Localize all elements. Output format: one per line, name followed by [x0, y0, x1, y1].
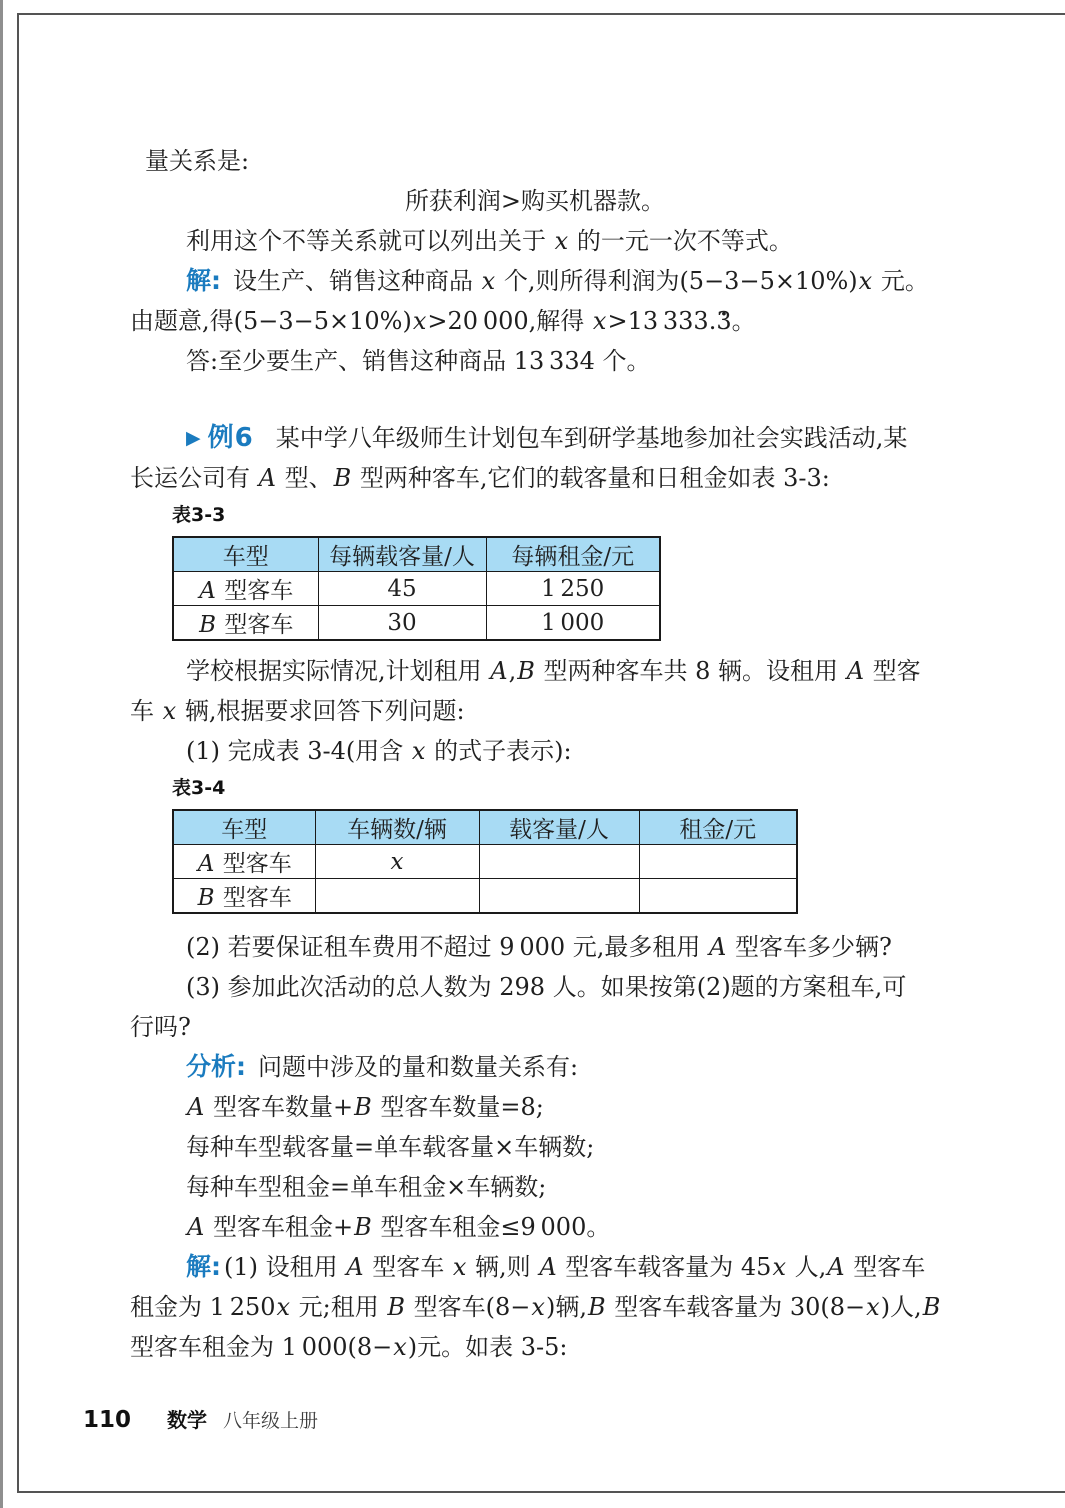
table-cell: B 型客车 [173, 879, 315, 914]
table-cell: A 型客车 [173, 572, 318, 606]
profit-relation-line: 所获利润>购买机器款。 [404, 187, 666, 215]
answer-line: 答:至少要生产、销售这种商品 13 334 个。 [186, 347, 651, 375]
table-cell: A 型客车 [173, 845, 315, 879]
column-header: 每辆租金/元 [486, 537, 660, 572]
analysis-item1: A 型客车数量+B 型客车数量=8; [187, 1093, 544, 1121]
page-left-scan-edge [0, 0, 3, 1508]
example6-label: 例6 [207, 423, 254, 453]
page-content [130, 141, 940, 1367]
table-3-3-label: 表3-3 [172, 504, 226, 526]
inequality-setup-line: 利用这个不等关系就可以列出关于 x 的一元一次不等式。 [186, 227, 793, 255]
analysis-item2: 每种车型载客量=单车载客量×车辆数; [186, 1133, 595, 1161]
solution2-label: 解: [186, 1252, 221, 1281]
question3-line2: 行吗? [130, 1013, 191, 1041]
question1-line: (1) 完成表 3-4(用含 x 的式子表示): [186, 737, 572, 765]
analysis-line [130, 1047, 940, 1087]
question3-line1: (3) 参加此次活动的总人数为 298 人。如果按第(2)题的方案租车,可 [186, 973, 907, 1001]
example6-intro-line1 [130, 418, 940, 458]
column-header: 车辆数/辆 [315, 810, 479, 845]
table-3-3-header-row [173, 537, 660, 572]
plan-line2: 车 x 辆,根据要求回答下列问题: [130, 697, 465, 725]
table-cell: 1 250 [486, 572, 660, 606]
table-3-4-header-row [173, 810, 797, 845]
intro-lead-line: 量关系是: [145, 147, 250, 175]
analysis-label: 分析: [186, 1052, 246, 1081]
column-header: 载客量/人 [479, 810, 639, 845]
solution-label: 解: [186, 266, 221, 295]
question2-line: (2) 若要保证租车费用不超过 9 000 元,最多租用 A 型客车多少辆? [186, 933, 892, 961]
table-3-4 [172, 809, 798, 914]
analysis-item4: A 型客车租金+B 型客车租金≤9 000。 [187, 1213, 611, 1241]
table-row [173, 606, 660, 641]
column-header: 租金/元 [639, 810, 797, 845]
column-header: 车型 [173, 810, 315, 845]
table-cell: 30 [318, 606, 486, 641]
table-cell: 1 000 [486, 606, 660, 641]
column-header: 每辆载客量/人 [318, 537, 486, 572]
analysis-item3: 每种车型租金=单车租金×车辆数; [186, 1173, 547, 1201]
page-footer [83, 1404, 318, 1433]
table-row [173, 879, 797, 914]
solution2-line2: 租金为 1 250x 元;租用 B 型客车(8−x)辆,B 型客车载客量为 30(8−x)人,B [130, 1293, 941, 1321]
page-number: 110 [83, 1407, 132, 1433]
footer-volume: 八年级上册 [223, 1410, 319, 1432]
solution1-line1 [130, 261, 940, 301]
solution1-text: 设生产、销售这种商品 x 个,则所得利润为(5−3−5×10%)x 元。 [233, 267, 929, 295]
table-3-4-label: 表3-4 [172, 777, 226, 799]
table-cell: x [315, 845, 479, 879]
example6-intro-line2: 长运公司有 A 型、B 型两种客车,它们的载客量和日租金如表 3-3: [130, 464, 830, 492]
solution2-line3: 型客车租金为 1 000(8−x)元。如表 3-5: [130, 1333, 568, 1361]
table-cell: 45 [318, 572, 486, 606]
table-cell-empty [479, 845, 639, 879]
table-cell-empty [479, 879, 639, 914]
solution1-line2: 由题意,得(5−3−5×10%)x>20 000,解得 x>13 333.3 ·。 [130, 301, 940, 341]
plan-line1: 学校根据实际情况,计划租用 A,B 型两种客车共 8 辆。设租用 A 型客 [186, 657, 921, 685]
analysis-intro-text: 问题中涉及的量和数量关系有: [258, 1053, 579, 1081]
table-cell-empty [639, 845, 797, 879]
solution2-text: (1) 设租用 A 型客车 x 辆,则 A 型客车载客量为 45x 人,A 型客车 [224, 1253, 926, 1281]
table-cell: B 型客车 [173, 606, 318, 641]
table-3-3 [172, 536, 661, 641]
table-cell-empty [639, 879, 797, 914]
example-triangle-icon: ▶ [186, 427, 201, 449]
column-header: 车型 [173, 537, 318, 572]
table-row [173, 572, 660, 606]
example6-intro-text: 某中学八年级师生计划包车到研学基地参加社会实践活动,某 [275, 424, 908, 452]
table-cell-empty [315, 879, 479, 914]
footer-subject: 数学 [167, 1408, 208, 1432]
table-row [173, 845, 797, 879]
solution2-line1 [130, 1247, 940, 1287]
